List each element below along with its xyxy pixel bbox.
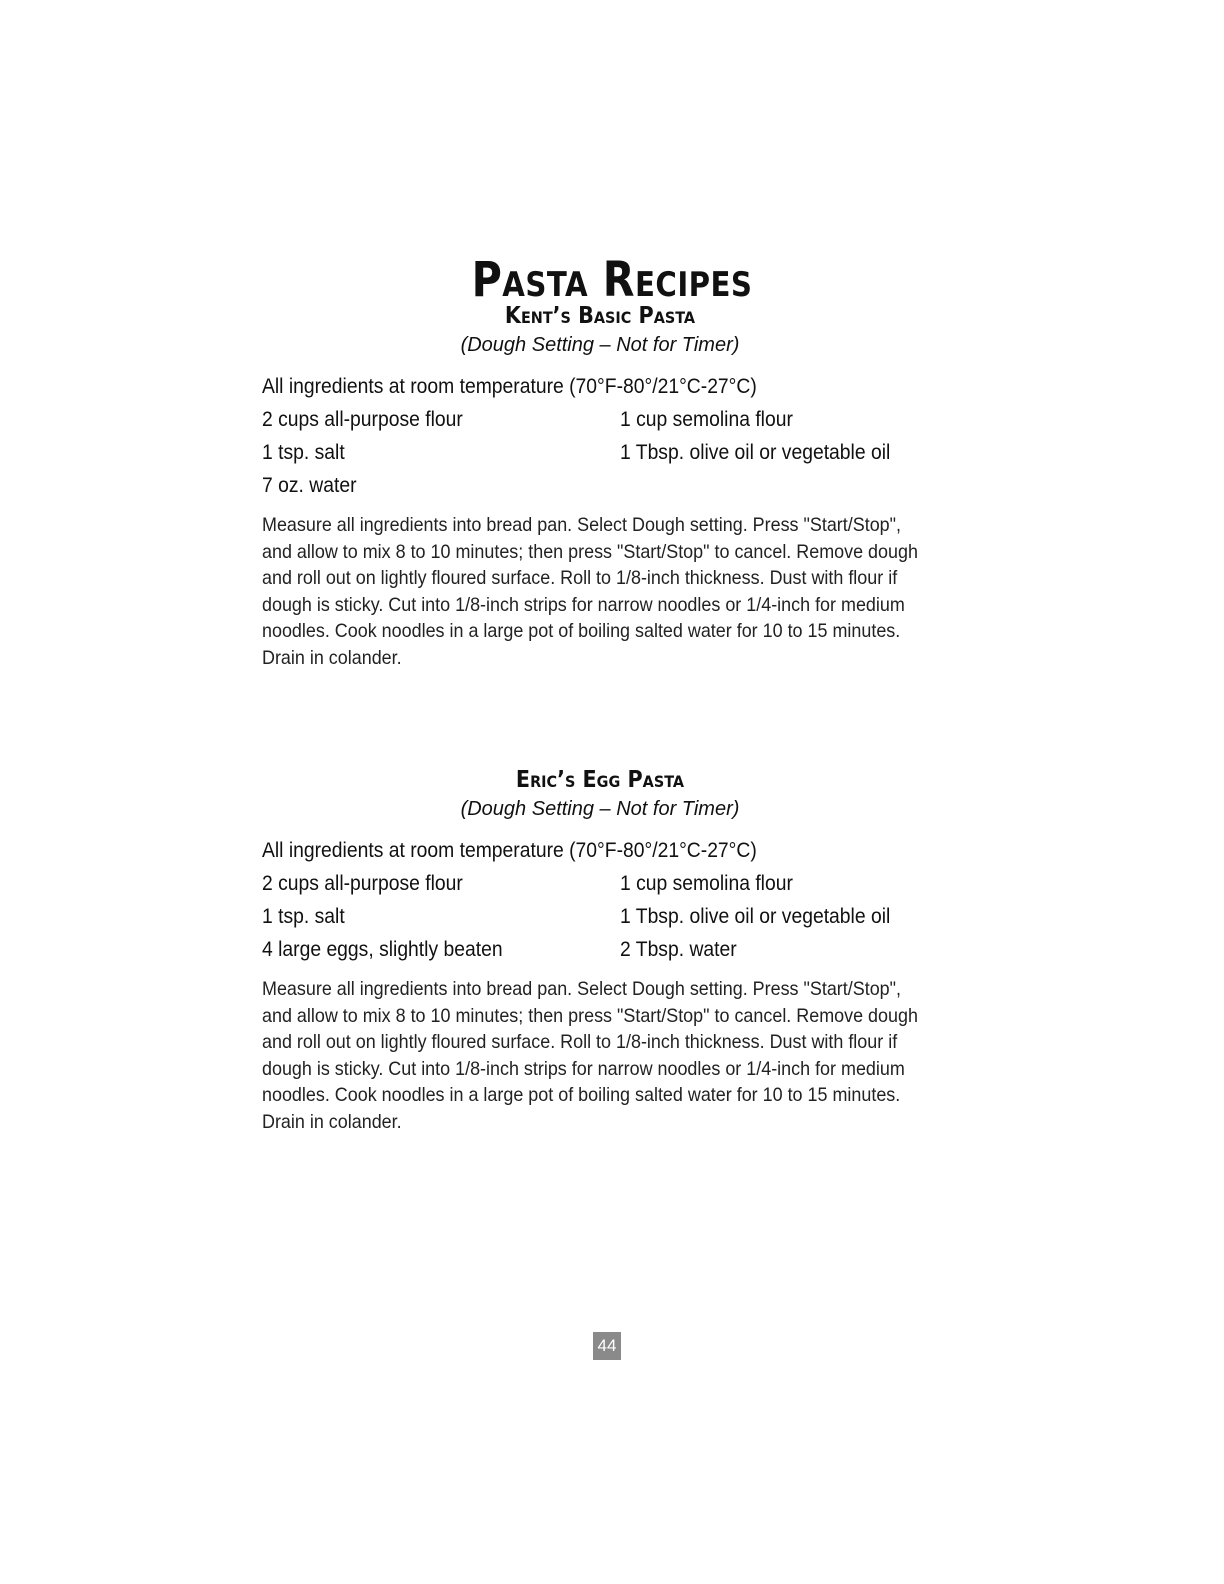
directions-line: noodles. Cook noodles in a large pot of boiling salted water for 10 to 15 minutes.	[262, 620, 901, 643]
ingredient-item: 1 tsp. salt	[262, 905, 345, 928]
directions-line: and roll out on lightly floured surface. Roll to 1/8-inch thickness. Dust with flour if	[262, 1031, 898, 1054]
ingredient-list	[262, 869, 962, 968]
directions-line: dough is sticky. Cut into 1/8-inch strips for narrow noodles or 1/4-inch for medium	[262, 1057, 905, 1080]
page-number: 44	[593, 1332, 621, 1360]
recipe-kents-basic-pasta	[262, 300, 962, 672]
directions-line: and allow to mix 8 to 10 minutes; then press "Start/Stop" to cancel. Remove dough	[262, 1004, 918, 1027]
recipe-directions	[262, 976, 924, 1136]
ingredient-item: 2 cups all-purpose flour	[262, 408, 463, 431]
ingredient-item: 1 tsp. salt	[262, 441, 345, 464]
recipe-directions	[262, 512, 924, 672]
ingredient-row	[262, 471, 962, 504]
ingredient-item: 2 Tbsp. water	[620, 938, 737, 961]
recipe-title: Kent’s Basic Pasta	[504, 303, 696, 329]
directions-line: and allow to mix 8 to 10 minutes; then press "Start/Stop" to cancel. Remove dough	[262, 540, 918, 563]
ingredient-item: 1 cup semolina flour	[620, 408, 793, 431]
ingredient-item: 1 cup semolina flour	[620, 872, 793, 895]
ingredient-row	[262, 935, 962, 968]
room-temperature-note: All ingredients at room temperature (70°F-80°/21°C-27°C)	[262, 375, 757, 398]
ingredient-row	[262, 438, 962, 471]
ingredient-row	[262, 405, 962, 438]
recipe-erics-egg-pasta	[262, 764, 962, 1136]
room-temperature-note: All ingredients at room temperature (70°F-80°/21°C-27°C)	[262, 839, 757, 862]
recipe-title: Eric’s Egg Pasta	[515, 767, 685, 793]
ingredient-item: 2 cups all-purpose flour	[262, 872, 463, 895]
page-title: Pasta Recipes	[471, 252, 753, 309]
ingredient-row	[262, 902, 962, 935]
directions-line: Drain in colander.	[262, 646, 402, 669]
ingredient-row	[262, 869, 962, 902]
recipe-subtitle: (Dough Setting – Not for Timer)	[460, 798, 740, 820]
directions-line: and roll out on lightly floured surface. Roll to 1/8-inch thickness. Dust with flour if	[262, 567, 898, 590]
ingredient-item: 4 large eggs, slightly beaten	[262, 938, 503, 961]
ingredient-list	[262, 405, 962, 504]
recipe-subtitle: (Dough Setting – Not for Timer)	[460, 334, 740, 356]
directions-line: noodles. Cook noodles in a large pot of boiling salted water for 10 to 15 minutes.	[262, 1084, 901, 1107]
directions-line: Drain in colander.	[262, 1110, 402, 1133]
ingredient-item: 1 Tbsp. olive oil or vegetable oil	[620, 441, 891, 464]
ingredient-item: 7 oz. water	[262, 474, 357, 497]
ingredient-item: 1 Tbsp. olive oil or vegetable oil	[620, 905, 891, 928]
directions-line: Measure all ingredients into bread pan. Select Dough setting. Press "Start/Stop",	[262, 978, 902, 1000]
directions-line: dough is sticky. Cut into 1/8-inch strips for narrow noodles or 1/4-inch for medium	[262, 593, 905, 616]
directions-line: Measure all ingredients into bread pan. Select Dough setting. Press "Start/Stop",	[262, 514, 902, 536]
